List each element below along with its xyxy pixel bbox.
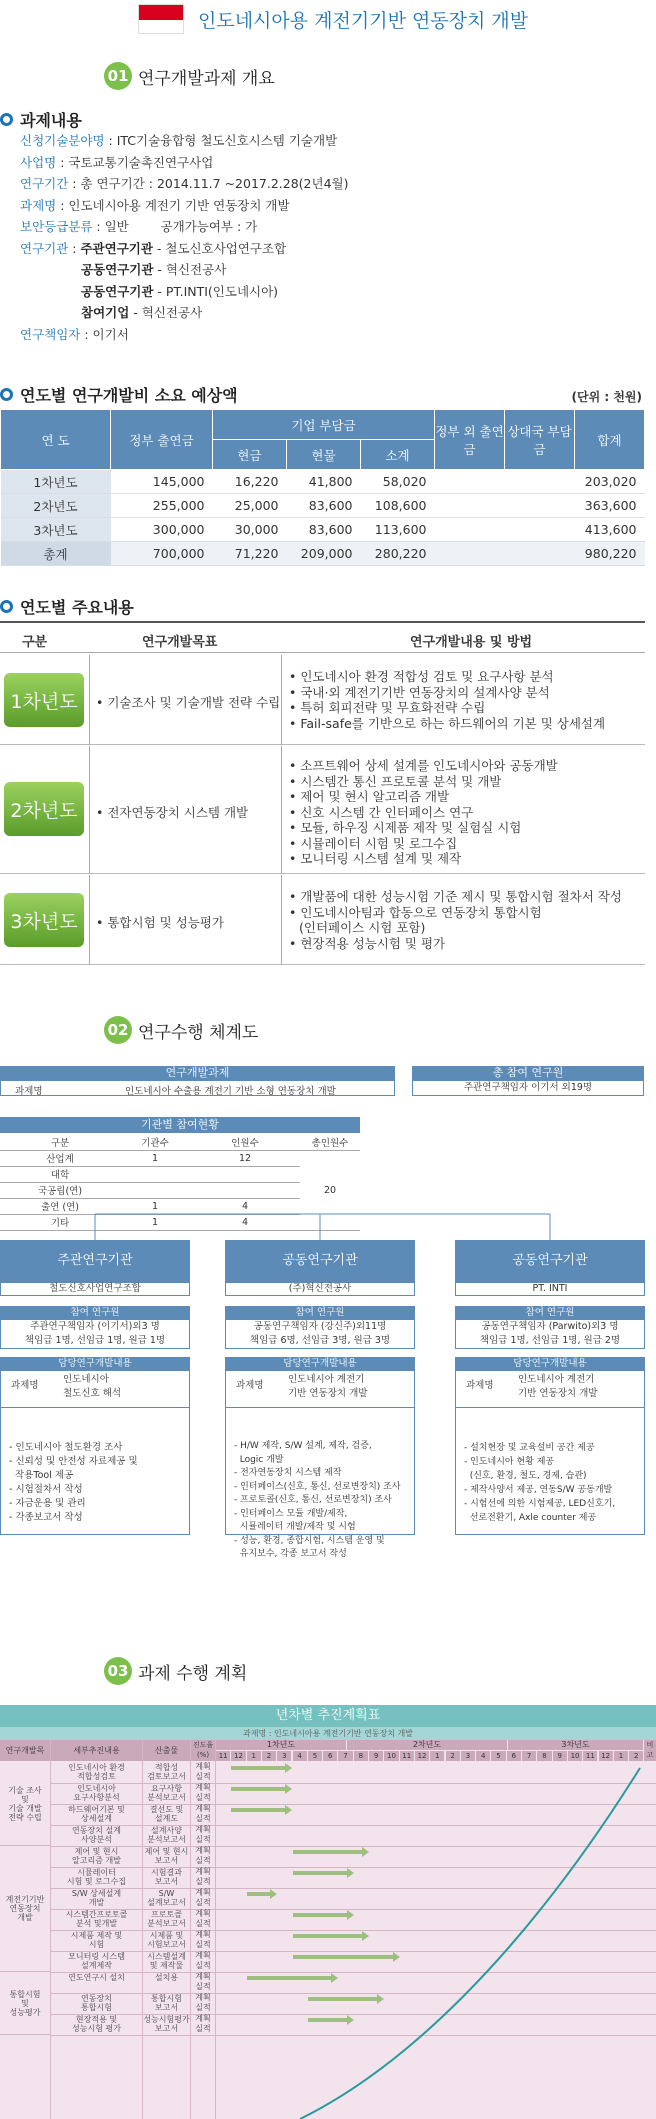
plan-detail: 하드웨어기본 및 상세설계 bbox=[68, 1805, 125, 1823]
info-row: 공동연구기관 - PT.INTI(인도네시아) bbox=[81, 283, 279, 299]
plan-col-output: 산출물 bbox=[143, 1740, 190, 1761]
plan-detail: 연동장치 설계 사양분석 bbox=[72, 1826, 121, 1844]
month-label: 8 bbox=[537, 1751, 551, 1761]
col-corp: 기업 부담금 bbox=[213, 410, 435, 440]
month-label: 1 bbox=[614, 1751, 628, 1761]
plan-title: 년차별 추진계획표 bbox=[0, 1705, 656, 1727]
section-number: 01 bbox=[104, 62, 132, 90]
table-row: 출연 (연) 1 4 bbox=[0, 1198, 360, 1214]
col-gov: 정부 출연금 bbox=[111, 410, 213, 470]
plan-status: 실적 bbox=[195, 1814, 211, 1823]
month-label: 2 bbox=[446, 1751, 460, 1761]
plan-output: S/W 설계보고서 bbox=[147, 1889, 186, 1907]
month-label: 9 bbox=[369, 1751, 383, 1761]
ring-icon bbox=[0, 388, 13, 401]
month-label: 1 bbox=[247, 1751, 261, 1761]
plan-status: 실적 bbox=[195, 1772, 211, 1781]
year-badge: 3차년도 bbox=[4, 893, 84, 947]
org-column-3: 공동연구기관 PT. INTI 참여 연구원 공동연구책임자 (Parwito)외3 명 책임급 1명, 선임급 1명, 원급 2명 담당연구개발내용 과제명 인도네시아 계전기 기반 연동장치 개발 - 설치현장 및 교육설비 공간 제공 - 인도네시아 현황 제공 (신호, 환경, 철도, 경제, 습관) - 제작사양서 제공, 연동S/W 공동개발 - 시험선에 의한 시험제공, LED신호기, 선로전환기, Axle counter 제공 bbox=[455, 1240, 645, 1535]
plan-status: 계획 bbox=[195, 2014, 211, 2023]
plan-status: 실적 bbox=[195, 1919, 211, 1928]
org-column-1: 주관연구기관 철도신호사업연구조합 참여 연구원 주관연구책임자 (이기서)외3 명 책임급 1명, 선임급 1명, 원급 1명 담당연구개발내용 과제명 인도네시아 철도신호 해석 - 인도네시아 철도환경 조사 - 신뢰성 및 안전성 자료제공 및 작용Tool 제공 - 시험절차서 작성 - 자금운용 및 관리 - 각종보고서 작성 bbox=[0, 1240, 190, 1535]
plan-output: 시스템설계 및 제작물 bbox=[147, 1952, 186, 1970]
plan-detail: 인도네시아 요구사항분석 bbox=[73, 1784, 120, 1802]
plan-chart bbox=[0, 1740, 656, 2119]
year-items: • 소프트웨어 상세 설계를 인도네시아와 공동개발 • 시스템간 통신 프로토콜 분석 및 개발 • 제어 및 현시 알고리즘 개발 • 신호 시스템 간 인터페이스 연구 • 모듈, 하우징 시제품 제작 및 실험실 시험 • 시뮬레이터 시험 및 로그수집 • 모니터링 시스템 설계 및 제작 bbox=[289, 758, 558, 867]
table-row: 1차년도 145,000 16,220 41,800 58,020 203,020 bbox=[1, 470, 645, 494]
plan-output: 결선도 및 설계도 bbox=[149, 1805, 184, 1823]
section-2-heading bbox=[104, 1016, 258, 1044]
table-row: 2차년도 255,000 25,000 83,600 108,600 363,600 bbox=[1, 494, 645, 518]
month-label: 11 bbox=[216, 1751, 230, 1761]
plan-detail: 연동장치 통합시험 bbox=[81, 1994, 112, 2012]
info-row: 과제명 : 인도네시아용 계전기 기반 연동장치 개발 bbox=[20, 197, 290, 213]
plan-detail: 모니터링 시스템 설계제작 bbox=[68, 1952, 125, 1970]
plan-status: 실적 bbox=[195, 1835, 211, 1844]
plan-status: 실적 bbox=[195, 1961, 211, 1970]
plan-col-progress: 진도율(%) bbox=[192, 1741, 214, 1759]
table-row-total: 총계 700,000 71,220 209,000 280,220 980,220 bbox=[1, 542, 645, 566]
section-3-heading bbox=[104, 1657, 247, 1685]
month-label: 3 bbox=[461, 1751, 475, 1761]
plan-detail: S/W 상세설계 개발 bbox=[71, 1889, 122, 1907]
section-number: 03 bbox=[104, 1657, 132, 1685]
budget-unit: (단위 : 천원) bbox=[571, 390, 642, 404]
section-title: 연구수행 체계도 bbox=[138, 1022, 259, 1043]
plan-output: 적합성 검토보고서 bbox=[147, 1763, 186, 1781]
total-box-title: 총 참여 연구원 bbox=[412, 1066, 644, 1080]
month-label: 5 bbox=[308, 1751, 322, 1761]
year-goal: • 전자연동장치 시스템 개발 bbox=[96, 805, 249, 820]
month-label: 10 bbox=[384, 1751, 398, 1761]
plan-status: 계획 bbox=[195, 1804, 211, 1813]
task-box: 과제명 인도네시아 수출용 계전기 기반 소형 연동장치 개발 bbox=[0, 1080, 395, 1096]
month-label: 12 bbox=[415, 1751, 429, 1761]
overview-heading: 과제내용 bbox=[0, 108, 82, 131]
month-label: 12 bbox=[599, 1751, 613, 1761]
plan-status: 실적 bbox=[195, 1856, 211, 1865]
org-connectors bbox=[0, 1096, 656, 1246]
plan-detail: 현장적용 및 성능시험 평가 bbox=[72, 2015, 121, 2033]
month-label: 6 bbox=[507, 1751, 521, 1761]
task-box-title: 연구개발과제 bbox=[0, 1066, 395, 1080]
month-label: 5 bbox=[491, 1751, 505, 1761]
plan-status: 계획 bbox=[195, 1867, 211, 1876]
col-total: 합계 bbox=[575, 410, 645, 470]
plan-detail: 제어 및 현시 알고리즘 개발 bbox=[72, 1847, 121, 1865]
indonesia-flag-icon bbox=[138, 4, 184, 34]
col-year: 연 도 bbox=[1, 410, 111, 470]
info-row: 신청기술분야명 : ITC기술융합형 철도신호시스템 기술개발 bbox=[20, 133, 338, 148]
plan-status: 계획 bbox=[195, 1909, 211, 1918]
plan-group: 기술 조사 및 기술 개발 전략 수립 bbox=[0, 1762, 50, 1846]
info-row: 연구기간 : 총 연구기간 : 2014.11.7 ~2017.2.28(2년4월) bbox=[20, 176, 349, 191]
month-label: 1 bbox=[430, 1751, 444, 1761]
inst-table: 구분 기관수 인원수 총인원수 산업계 1 12 20 대학 국공립(연) 출연 (연) 1 4 기타 1 4 bbox=[0, 1134, 360, 1231]
month-label: 4 bbox=[293, 1751, 307, 1761]
plan-output: 요구사항 분석보고서 bbox=[147, 1784, 186, 1802]
overview-info bbox=[20, 130, 348, 345]
plan-output: 시제품 및 시험보고서 bbox=[147, 1931, 186, 1949]
year-goal: • 기술조사 및 기술개발 전략 수립 bbox=[96, 695, 281, 710]
plan-subtitle: 과제명 : 인도네시아용 계전기기반 연동장치 개발 bbox=[0, 1727, 656, 1740]
col-partner: 상대국 부담금 bbox=[505, 410, 575, 470]
section-1-heading bbox=[104, 62, 275, 90]
plan-status: 계획 bbox=[195, 1888, 211, 1897]
plan-col-note: 비고 bbox=[644, 1740, 656, 1761]
plan-status: 계획 bbox=[195, 1993, 211, 2002]
plan-status: 계획 bbox=[195, 1951, 211, 1960]
plan-col-goal: 연구개발목 bbox=[0, 1740, 50, 1761]
plan-status: 실적 bbox=[195, 1940, 211, 1949]
yearly-heading: 연도별 주요내용 bbox=[0, 595, 134, 618]
month-label: 10 bbox=[568, 1751, 582, 1761]
plan-status: 계획 bbox=[195, 1846, 211, 1855]
year-badge: 2차년도 bbox=[4, 782, 84, 836]
plan-detail: 연도연구시 설치 bbox=[68, 1973, 125, 1982]
page-title: 인도네시아용 계전기기반 연동장치 개발 bbox=[198, 10, 529, 32]
info-row: 연구책임자 : 이기서 bbox=[20, 326, 129, 342]
progress-curve bbox=[0, 1740, 656, 2119]
year-goal: • 통합시험 및 성능평가 bbox=[96, 915, 224, 930]
month-label: 3 bbox=[277, 1751, 291, 1761]
plan-status: 실적 bbox=[195, 1982, 211, 1991]
plan-output: 제어 및 현시 보고서 bbox=[144, 1847, 189, 1865]
plan-detail: 시제품 제작 및 시험 bbox=[70, 1931, 123, 1949]
plan-col-detail: 세부추진내용 bbox=[51, 1740, 142, 1761]
plan-detail: 시뮬레이터 시험 및 로그수집 bbox=[66, 1868, 127, 1886]
plan-output: 시험결과 보고서 bbox=[151, 1868, 182, 1886]
month-label: 9 bbox=[553, 1751, 567, 1761]
plan-status: 실적 bbox=[195, 2024, 211, 2033]
month-label: 11 bbox=[400, 1751, 414, 1761]
plan-status: 계획 bbox=[195, 1825, 211, 1834]
plan-status: 실적 bbox=[195, 1898, 211, 1907]
ring-icon bbox=[0, 113, 13, 126]
section-title: 연구개발과제 개요 bbox=[138, 68, 275, 89]
col-other: 정부 외 출연금 bbox=[435, 410, 505, 470]
yearly-row-3 bbox=[0, 875, 645, 965]
table-row: 기타 1 4 bbox=[0, 1214, 360, 1230]
section-title: 과제 수행 계획 bbox=[138, 1663, 248, 1684]
plan-output: 설계사양 분석보고서 bbox=[147, 1826, 186, 1844]
plan-status: 계획 bbox=[195, 1783, 211, 1792]
plan-year-3: 3차년도 bbox=[508, 1740, 643, 1750]
yearly-table-header: 구분 연구개발목표 연구개발내용 및 방법 bbox=[0, 621, 645, 653]
plan-year-1: 1차년도 bbox=[216, 1740, 346, 1750]
plan-group: 통합시험 및 성능평가 bbox=[0, 1972, 50, 2035]
col-kind: 현물 bbox=[287, 440, 361, 470]
month-label: 6 bbox=[323, 1751, 337, 1761]
info-row: 사업명 : 국토교통기술촉진연구사업 bbox=[20, 154, 214, 170]
info-row: 보안등급분류 : 일반 공개가능여부 : 가 bbox=[20, 219, 258, 234]
year-items: • 개발품에 대한 성능시험 기준 제시 및 통합시험 절차서 작성 • 인도네시아팀과 합동으로 연동장치 통합시험 (인터페이스 시험 포함) • 현장적용 성능시험 및 평가 bbox=[289, 889, 622, 951]
yearly-row-2 bbox=[0, 746, 645, 874]
year-items: • 인도네시아 환경 적합성 검토 및 요구사항 분석 • 국내·외 계전기기반 연동장치의 설계사양 분석 • 특허 회피전략 및 무효화전략 수립 • Fail-safe를 기반으로 하는 하드웨어의 기본 및 상세설계 bbox=[289, 669, 605, 731]
progress-curve-line bbox=[300, 1768, 640, 2119]
month-label: 11 bbox=[583, 1751, 597, 1761]
plan-status: 실적 bbox=[195, 1877, 211, 1886]
table-row: 산업계 1 12 20 bbox=[0, 1150, 360, 1166]
info-row: 공동연구기관 - 혁신전공사 bbox=[81, 262, 227, 277]
plan-year-2: 2차년도 bbox=[347, 1740, 507, 1750]
plan-output: 성능시험평가 보고서 bbox=[143, 2015, 190, 2033]
budget-heading: 연도별 연구개발비 소요 예상액 bbox=[0, 383, 238, 406]
table-row: 대학 bbox=[0, 1166, 360, 1182]
inst-box-title: 기관별 참여현황 bbox=[0, 1117, 360, 1133]
month-label: 7 bbox=[522, 1751, 536, 1761]
month-label: 2 bbox=[262, 1751, 276, 1761]
col-sub: 소계 bbox=[361, 440, 435, 470]
plan-detail: 인도네시아 환경 적합성검토 bbox=[68, 1763, 125, 1781]
plan-status: 계획 bbox=[195, 1930, 211, 1939]
month-label: 8 bbox=[354, 1751, 368, 1761]
plan-status: 계획 bbox=[195, 1972, 211, 1981]
month-label: 4 bbox=[476, 1751, 490, 1761]
ring-icon bbox=[0, 600, 13, 613]
section-number: 02 bbox=[104, 1016, 132, 1044]
plan-output: 설치용 bbox=[154, 1973, 179, 1982]
plan-status: 계획 bbox=[195, 1762, 211, 1771]
org-column-2: 공동연구기관 (주)혁신전공사 참여 연구원 공동연구책임자 (강신주)외11명 책임급 6명, 선임급 3명, 원급 3명 담당연구개발내용 과제명 인도네시아 계전기 기반 연동장치 개발 - H/W 제작, S/W 설계, 제작, 검증, Logic 개발 - 전자연동장치 시스템 제작 - 인터페이스(신호, 통신, 선로변장치) 조사 - 프로토콜(신호, 통신, 선로변장치) 조사 - 인터페이스 모듈 개발/제작, 시뮬레이터 개발/제작 및 시험 - 성능, 환경, 종합시험, 시스템 운영 및 유지보수, 각종 보고서 작성 bbox=[225, 1240, 415, 1535]
col-cash: 현금 bbox=[213, 440, 287, 470]
month-label: 12 bbox=[231, 1751, 245, 1761]
plan-output: 프로토콜 분석보고서 bbox=[147, 1910, 186, 1928]
plan-group: 계전기기반 연동장치 개발 bbox=[0, 1846, 50, 1972]
month-label: 7 bbox=[338, 1751, 352, 1761]
info-row: 연구기관 : 주관연구기관 - 철도신호사업연구조합 bbox=[20, 240, 287, 256]
plan-detail: 시스템간프로토콜 분석 및개발 bbox=[65, 1910, 128, 1928]
yearly-row-1 bbox=[0, 655, 645, 745]
year-badge: 1차년도 bbox=[4, 673, 84, 727]
plan-status: 실적 bbox=[195, 2003, 211, 2012]
table-row: 3차년도 300,000 30,000 83,600 113,600 413,600 bbox=[1, 518, 645, 542]
total-box: 주관연구책임자 이기서 외19명 bbox=[412, 1080, 644, 1096]
plan-output: 통합시험 보고서 bbox=[151, 1994, 182, 2012]
month-label: 2 bbox=[629, 1751, 643, 1761]
budget-table bbox=[0, 409, 645, 566]
info-row: 참여기업 - 혁신전공사 bbox=[81, 305, 203, 320]
plan-status: 실적 bbox=[195, 1793, 211, 1802]
table-row: 국공립(연) bbox=[0, 1182, 360, 1198]
